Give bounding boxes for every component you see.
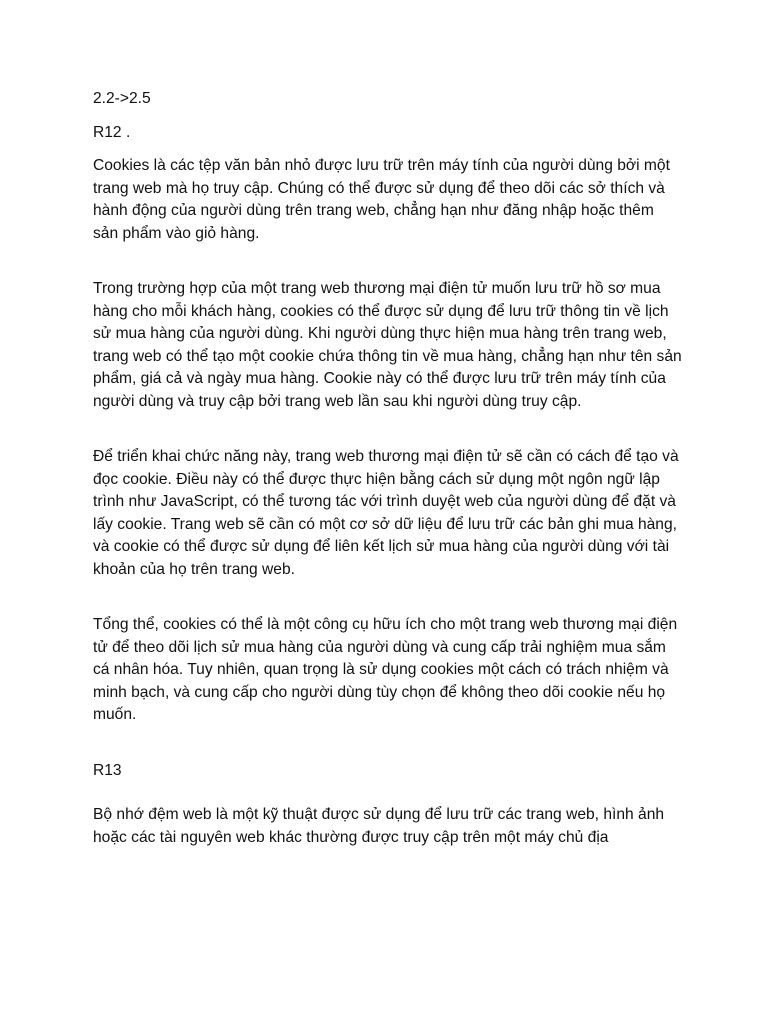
paragraph-r12-intro: Cookies là các tệp văn bản nhỏ được lưu trữ trên máy tính của người dùng bởi một trang web mà họ truy cập. Chúng có thể được sử dụng để theo dõi các sở thích và hành động của người dùng trên trang web, chẳng hạn như đăng nhập hoặc thêm sản phẩm vào giỏ hàng. bbox=[93, 157, 670, 242]
paragraph-gap bbox=[93, 245, 683, 278]
paragraph-gap bbox=[93, 727, 683, 760]
paragraph-gap bbox=[93, 581, 683, 614]
document-content bbox=[93, 88, 683, 849]
paragraph-r12-use-case: Trong trường hợp của một trang web thương mại điện tử muốn lưu trữ hồ sơ mua hàng cho mỗi khách hàng, cookies có thể được sử dụng để lưu trữ thông tin về lịch sử mua hàng của người dùng. Khi người dùng thực hiện mua hàng trên trang web, trang web có thể tạo một cookie chứa thông tin về mua hàng, chẳng hạn như tên sản phẩm, giá cả và ngày mua hàng. Cookie này có thể được lưu trữ trên máy tính của người dùng và truy cập bởi trang web lần sau khi người dùng truy cập. bbox=[93, 280, 682, 410]
paragraph-r13-intro: Bộ nhớ đệm web là một kỹ thuật được sử dụng để lưu trữ các trang web, hình ảnh hoặc các tài nguyên web khác thường được truy cập trên một máy chủ địa bbox=[93, 806, 665, 846]
paragraph-r12-implementation: Để triển khai chức năng này, trang web thương mại điện tử sẽ cần có cách để tạo và đọc cookie. Điều này có thể được thực hiện bằng cách sử dụng một ngôn ngữ lập trình như JavaScript, có thể tương tác với trình duyệt web của người dùng để đặt và lấy cookie. Trang web sẽ cần có một cơ sở dữ liệu để lưu trữ các bản ghi mua hàng, và cookie có thể được sử dụng để liên kết lịch sử mua hàng của người dùng với tài khoản của họ trên trang web. bbox=[93, 448, 679, 578]
paragraph-gap bbox=[93, 413, 683, 446]
paragraph-gap bbox=[93, 793, 683, 804]
section-label-r12: R12 . bbox=[93, 123, 131, 141]
heading-range: 2.2->2.5 bbox=[93, 90, 151, 107]
section-label-r13: R13 bbox=[93, 761, 122, 779]
paragraph-r12-summary: Tổng thể, cookies có thể là một công cụ hữu ích cho một trang web thương mại điện tử để theo dõi lịch sử mua hàng của người dùng và cung cấp trải nghiệm mua sắm cá nhân hóa. Tuy nhiên, quan trọng là sử dụng cookies một cách có trách nhiệm và minh bạch, và cung cấp cho người dùng tùy chọn để không theo dõi cookie nếu họ muốn. bbox=[93, 616, 678, 723]
